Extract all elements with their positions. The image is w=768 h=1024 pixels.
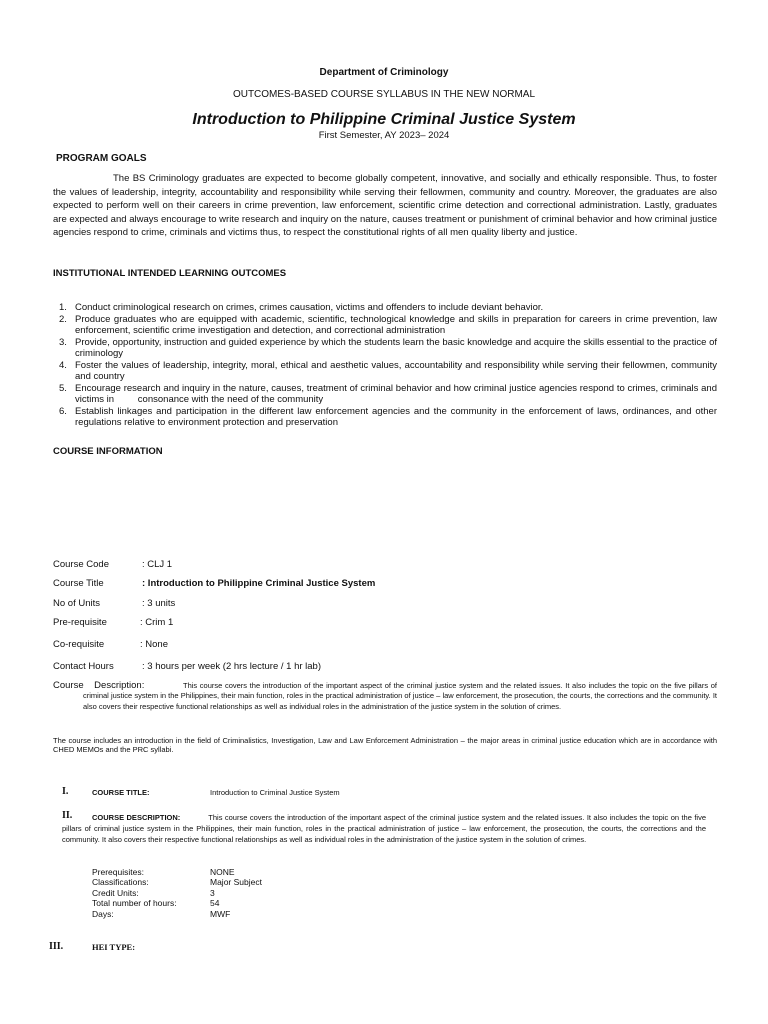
document-title: Introduction to Philippine Criminal Justice System (192, 111, 576, 128)
ilo-number: 6. (59, 405, 67, 417)
detail-value: NONE (210, 867, 235, 877)
field-label: Course Code (53, 559, 109, 570)
course-info-heading: COURSE INFORMATION (53, 446, 163, 457)
ilo-text: Conduct criminological research on crimes, crimes causation, victims and offenders to include deviant behavior. (75, 302, 544, 313)
detail-key: Classifications: (92, 877, 149, 887)
field-label: Co-requisite (53, 639, 105, 650)
semester: First Semester, AY 2023– 2024 (318, 130, 450, 141)
course-intro-text: The course includes an introduction in the field of Criminalistics, Investigation, Law and Law Enforcement Administration – the major areas in criminal justice education which are in accordance with CHED MEMOs and the PRC syllabi. (53, 736, 717, 754)
course-title-value: Introduction to Criminal Justice System (210, 788, 340, 797)
ilo-text: Foster the values of leadership, integrity, moral, ethical and aesthetic values, accountability and responsibility while serving their fellowmen, community and country (75, 359, 717, 382)
field-value: : 3 units (142, 598, 176, 609)
detail-value: MWF (210, 909, 231, 919)
ilo-number: 5. (59, 382, 67, 394)
ilo-item (53, 383, 717, 406)
field-value: : Crim 1 (140, 617, 174, 628)
ilo-number: 4. (59, 359, 67, 371)
field-value: : None (140, 639, 168, 650)
detail-value: 54 (210, 898, 220, 908)
program-goals-body: The BS Criminology graduates are expected to become globally competent, innovative, and socially and ethically responsible. Thus, to foster the values of leadership, integrity, accountability and responsibility while serving their fellowmen, community and country. Moreover, the graduates are also expected to perform well on their careers in crime prevention, law enforcement, scientific crime detection and correctional administration. Lastly, graduates are expected and always encourage to write research and inquiry on the nature, causes treatment or punishment of criminal behavior and how criminal justice agencies respond to crime, criminals and victims thus, to respect the constitutional rights of all men quality liberty and justice. (53, 173, 717, 238)
detail-key: Days: (92, 909, 114, 919)
section-number: I. (62, 786, 69, 797)
ilo-heading: INSTITUTIONAL INTENDED LEARNING OUTCOMES (53, 268, 287, 279)
course-description-text (53, 681, 717, 713)
ilo-text: Establish linkages and participation in the different law enforcement agencies and the community in the enforcement of laws, ordinances, and other regulations relative to environment protection and preservation (75, 405, 717, 428)
ilo-number: 2. (59, 313, 67, 325)
ilo-item (53, 406, 717, 429)
ilo-text: Encourage research and inquiry in the nature, causes, treatment of criminal behavior and how criminal justice agencies respond to crimes, criminals and victims in consonance with the need of the community (75, 382, 717, 405)
section-course-description (62, 812, 706, 845)
detail-key: Total number of hours: (92, 898, 177, 908)
field-label: Pre-requisite (53, 617, 107, 628)
course-description-label: Course Description: (53, 680, 145, 691)
ilo-item (53, 337, 717, 360)
program-goals-heading: PROGRAM GOALS (56, 153, 147, 164)
course-title-label: COURSE TITLE: (92, 788, 150, 797)
section-number: III. (49, 941, 64, 952)
section-description-text: This course covers the introduction of the important aspect of the criminal justice system and the related issues. It also includes the topic on the five pillars of criminal justice system in the Philippines, their main function, roles in the practical administration of justice – law enforcement, the prosecution, the courts, the corrections and the community. It also covers their respective functional relationships as well as individual roles in the administration of the justice system in the solution of crimes. (62, 813, 706, 844)
ilo-text: Provide, opportunity, instruction and guided experience by which the students learn the basic knowledge and acquire the skills essential to the practice of criminology (75, 336, 717, 359)
field-value: : Introduction to Philippine Criminal Justice System (142, 578, 376, 589)
department-name: Department of Criminology (319, 67, 449, 78)
ilo-item (53, 314, 717, 337)
detail-value: 3 (210, 888, 215, 898)
ilo-number: 1. (59, 302, 67, 313)
detail-value: Major Subject (210, 877, 262, 887)
ilo-text: Produce graduates who are equipped with academic, scientific, technological knowledge and skills in preparation for careers in crime prevention, law enforcement, scientific crime investigation and detection, and correctional administration (75, 313, 717, 336)
syllabus-subtitle: OUTCOMES-BASED COURSE SYLLABUS IN THE NEW NORMAL (232, 89, 536, 100)
course-description-body: This course covers the introduction of the important aspect of the criminal justice system and the related issues. It also includes the topic on the five pillars of criminal justice system in the Philippines, their main function, roles in the practical administration of justice – law enforcement, the prosecution, the courts, the corrections and the community. It also covers their respective functional relationships as well as individual roles in the administration of the justice system in the solution of crimes. (83, 680, 717, 711)
section-number: II. (62, 810, 73, 821)
program-goals-text (53, 172, 717, 240)
field-label: Course Title (53, 578, 104, 589)
course-description-heading: COURSE DESCRIPTION: (92, 813, 181, 822)
detail-key: Prerequisites: (92, 867, 144, 877)
course-description (53, 681, 717, 712)
ilo-list (53, 302, 717, 429)
field-value: : 3 hours per week (2 hrs lecture / 1 hr lab) (142, 661, 321, 672)
ilo-number: 3. (59, 336, 67, 348)
field-value: : CLJ 1 (142, 559, 173, 570)
ilo-item (53, 302, 717, 314)
field-label: Contact Hours (53, 661, 114, 672)
field-label: No of Units (53, 598, 100, 609)
detail-key: Credit Units: (92, 888, 139, 898)
hei-type-label: HEI TYPE: (92, 942, 136, 952)
ilo-item (53, 360, 717, 383)
